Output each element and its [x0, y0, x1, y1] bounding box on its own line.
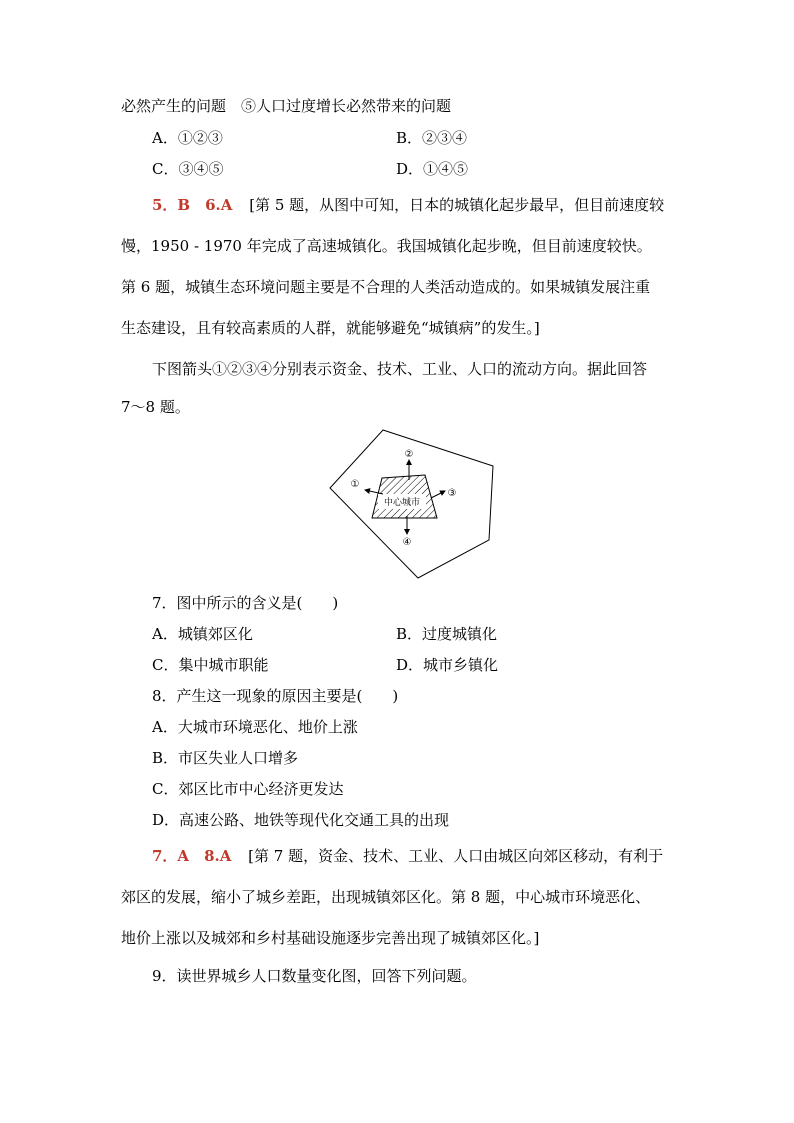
- answer-56-text4: 生态建设，且有较高素质的人群，就能够避免“城镇病”的发生。]: [121, 319, 540, 337]
- q8-option-b: B．市区失业人口增多: [152, 749, 299, 767]
- arrow-label-2: ②: [404, 449, 414, 460]
- answer-78-line1: [152, 846, 663, 866]
- q4-tail: 必然产生的问题 ⑤人口过度增长必然带来的问题: [121, 97, 452, 115]
- center-city-label: 中心城市: [383, 498, 421, 508]
- q9-stem: 9．读世界城乡人口数量变化图，回答下列问题。: [152, 967, 477, 985]
- q7-option-a: A．城镇郊区化: [152, 625, 253, 643]
- urban-flow-diagram: [325, 428, 525, 583]
- answer-78-label: 7．A 8.A: [152, 847, 232, 865]
- q8-option-c: C．郊区比市中心经济更发达: [152, 780, 344, 798]
- answer-78-text3: 地价上涨以及城郊和乡村基础设施逐步完善出现了城镇郊区化。]: [121, 929, 540, 947]
- q7-option-d: D．城市乡镇化: [396, 656, 499, 674]
- q7-stem: 7．图中所示的含义是( ): [152, 594, 339, 612]
- q8-option-a: A．大城市环境恶化、地价上涨: [152, 718, 358, 736]
- answer-78-text2: 郊区的发展，缩小了城乡差距，出现城镇郊区化。第 8 题，中心城市环境恶化、: [121, 888, 651, 906]
- answer-56-text1: [第 5 题，从图中可知，日本的城镇化起步最早，但目前速度较: [249, 196, 665, 214]
- q4-option-c: C．③④⑤: [152, 160, 224, 178]
- q8-option-d: D．高速公路、地铁等现代化交通工具的出现: [152, 811, 450, 829]
- q8-stem: 8．产生这一现象的原因主要是( ): [152, 687, 399, 705]
- arrow-label-1: ①: [350, 479, 360, 490]
- q4-option-d: D．①④⑤: [396, 160, 469, 178]
- q4-option-a: A．①②③: [152, 129, 223, 147]
- answer-56-line1: [152, 195, 664, 215]
- intro-78-line2: 7～8 题。: [121, 398, 190, 416]
- q4-option-b: B．②③④: [396, 129, 468, 147]
- answer-78-text1: [第 7 题，资金、技术、工业、人口由城区向郊区移动，有利于: [248, 847, 664, 865]
- answer-56-label: 5．B 6.A: [152, 196, 233, 214]
- intro-78-line1: 下图箭头①②③④分别表示资金、技术、工业、人口的流动方向。据此回答: [152, 360, 648, 378]
- arrow-label-4: ④: [402, 537, 412, 548]
- arrow-label-3: ③: [447, 488, 457, 499]
- answer-56-text3: 第 6 题，城镇生态环境问题主要是不合理的人类活动造成的。如果城镇发展注重: [121, 278, 651, 296]
- q7-option-c: C．集中城市职能: [152, 656, 269, 674]
- q7-option-b: B．过度城镇化: [396, 625, 498, 643]
- answer-56-text2: 慢，1950 - 1970 年完成了高速城镇化。我国城镇化起步晚，但目前速度较快。: [121, 237, 652, 255]
- flow-arrow-3: [431, 491, 445, 498]
